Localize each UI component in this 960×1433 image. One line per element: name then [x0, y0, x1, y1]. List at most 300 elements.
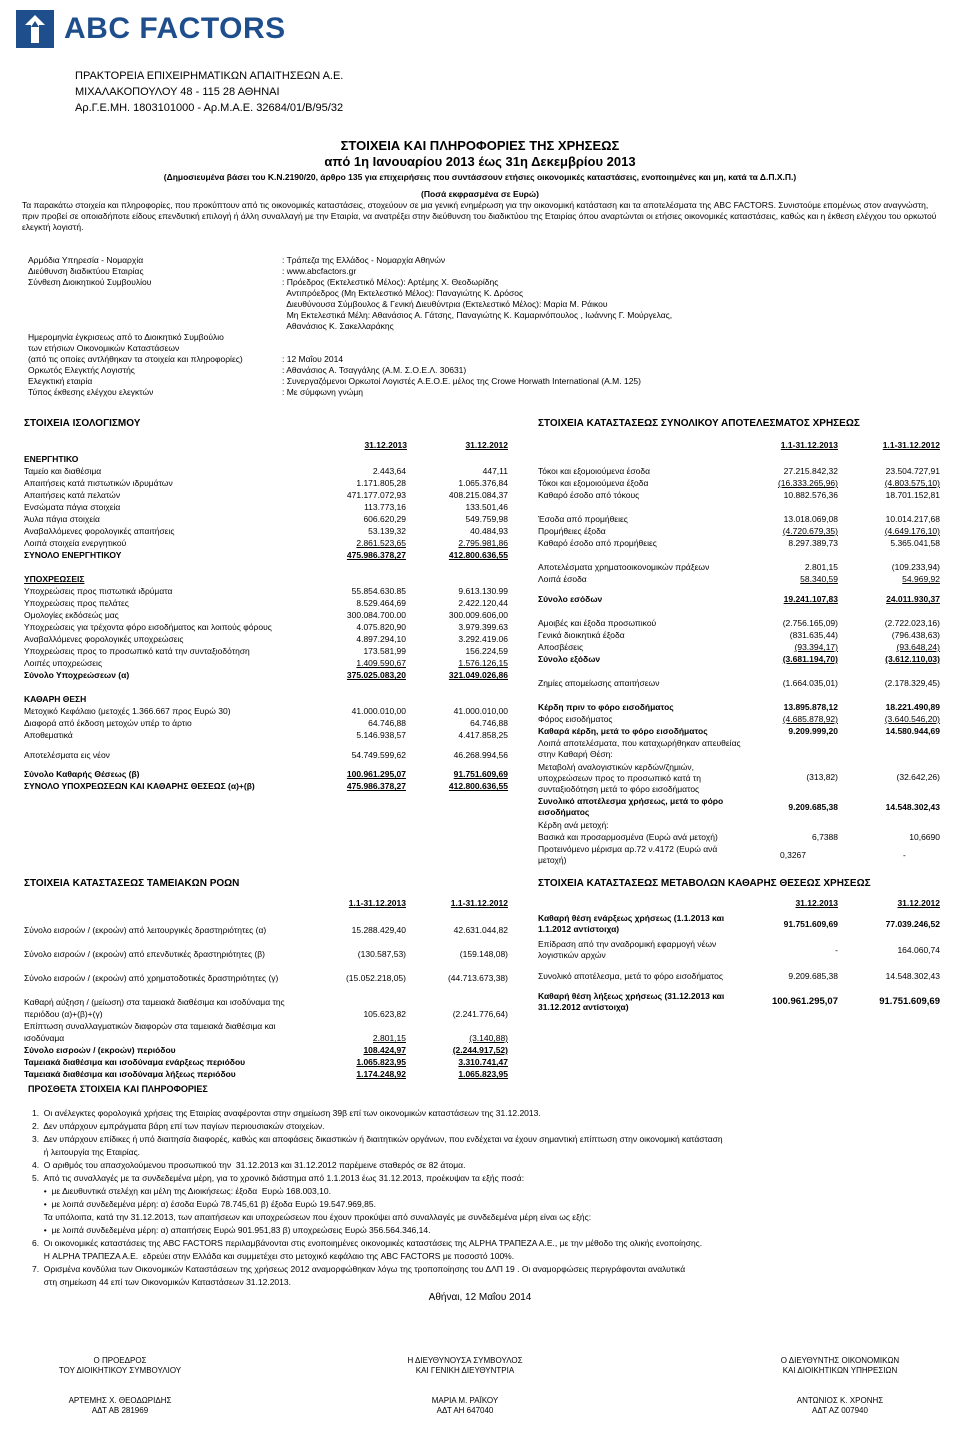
info-row [28, 277, 928, 288]
row-label: Ταμειακά διαθέσιμα και ισοδύναμα ενάρξεως περιόδου [24, 1057, 246, 1067]
row-label: Υποχρεώσεις προς πιστωτικά ιδρύματα [24, 586, 173, 596]
signature-cfo [740, 1356, 940, 1416]
table-row [538, 538, 940, 549]
value-current: 58.340,59 [800, 574, 838, 584]
info-label [28, 321, 282, 332]
table-row [24, 538, 508, 549]
value-current: 19.241.107,83 [783, 594, 838, 604]
value-previous: 2.795.981,86 [458, 538, 508, 548]
signature-name: ΑΝΤΩΝΙΟΣ Κ. ΧΡΟΝΗΣ [796, 1396, 884, 1405]
value-current: (4.685.878,92) [782, 714, 838, 724]
signature-role-2: ΚΑΙ ΔΙΟΙΚΗΤΙΚΩΝ ΥΠΗΡΕΣΙΩΝ [782, 1366, 898, 1375]
oci-heading: Λοιπά αποτελέσματα, που καταχωρήθηκαν απευθείας στην Καθαρή Θέση: [538, 738, 741, 759]
row-label: Αναβαλλόμενες φορολογικές υποχρεώσεις [24, 634, 184, 644]
company-logo [16, 10, 286, 48]
table-row [538, 702, 940, 713]
row-label: ΚΑΘΑΡΗ ΘΕΣΗ [24, 694, 87, 704]
table-row [538, 912, 940, 936]
table-row [538, 618, 940, 629]
value-current: 1.065.823,95 [356, 1057, 406, 1067]
logo-text: ABC FACTORS [64, 12, 286, 46]
value-current: 475.986.378,27 [346, 550, 406, 560]
income-col2-header: 1.1-31.12.2012 [882, 440, 940, 450]
info-label [28, 310, 282, 321]
row-label: ΣΥΝΟΛΟ ΥΠΟΧΡΕΩΣΕΩΝ ΚΑΙ ΚΑΘΑΡΗΣ ΘΕΣΕΩΣ (α)+(β) [24, 781, 255, 791]
table-row [24, 622, 508, 633]
value-previous: (2.241.776,64) [452, 1009, 508, 1019]
table-row [24, 514, 508, 525]
row-label: Γενικά διοικητικά έξοδα [538, 630, 625, 640]
equity-col2-header: 31.12.2012 [897, 898, 940, 908]
row-label: ισοδύναμα [24, 1033, 65, 1043]
table-row [24, 466, 508, 477]
info-row [28, 376, 928, 387]
info-label: Αρμόδια Υπηρεσία - Νομαρχία [28, 255, 144, 265]
signature-id: ΑΔΤ ΑΖ 007940 [812, 1406, 868, 1415]
info-value: : www.abcfactors.gr [282, 266, 357, 276]
document-title: ΣΤΟΙΧΕΙΑ ΚΑΙ ΠΛΗΡΟΦΟΡΙΕΣ ΤΗΣ ΧΡΗΣΕΩΣ [340, 138, 620, 153]
row-label: ΣΥΝΟΛΟ ΕΝΕΡΓΗΤΙΚΟΥ [24, 550, 122, 560]
value-previous: 447,11 [482, 466, 508, 476]
note-line: 4. Ο αριθμός του απασχολούμενου προσωπικού την 31.12.2013 και 31.12.2012 παρέμεινε σταθερός σε 82 άτομα. [32, 1160, 466, 1170]
oci-label: Μεταβολή αναλογιστικών κερδών/ζημιών, υποχρεώσεων προς το προσωπικό κατά τη συνταξιοδότηση μετά το φόρο εισοδήματος [538, 762, 701, 794]
info-label: Ημερομηνία έγκρισεως από το Διοικητικό Συμβούλιο [28, 332, 224, 342]
table-row [24, 730, 508, 741]
row-label: Σύνολο Υποχρεώσεων (α) [24, 670, 130, 680]
info-label: των ετήσιων Οικονομικών Καταστάσεων [28, 343, 180, 353]
value-current: 108.424,97 [363, 1045, 406, 1055]
value-current: 2.861.523,65 [356, 538, 406, 548]
oci-value-2013: (313,82) [806, 772, 838, 782]
signature-id: ΑΔΤ ΑΗ 647040 [436, 1406, 494, 1415]
value-current: (4.720.679,35) [782, 526, 838, 536]
value-previous: 1.065.376,84 [458, 478, 508, 488]
info-label: (από τις οποίες αντλήθηκαν τα στοιχεία και πληροφορίες) [28, 354, 243, 364]
note-line: 2. Δεν υπάρχουν εμπράγματα βάρη επί των παγίων περιουσιακών στοιχείων. [32, 1121, 325, 1131]
value-current: (831.635,44) [789, 630, 838, 640]
row-label: Τόκοι και εξομοιούμενα έσοδα [538, 466, 651, 476]
table-row [24, 478, 508, 489]
info-label: Ελεγκτική εταιρία [28, 376, 93, 386]
value-previous: (2.722.023,16) [884, 618, 940, 628]
table-row [538, 964, 940, 988]
row-label: Καθαρό έσοδο από τόκους [538, 490, 640, 500]
value-previous: 164.060,74 [897, 944, 940, 955]
info-label: Ορκωτός Ελεγκτής Λογιστής [28, 365, 135, 375]
table-row [538, 526, 940, 537]
dividend-2012: - [903, 850, 906, 860]
value-previous: (796.438,63) [891, 630, 940, 640]
value-current: (15.052.218,05) [345, 973, 406, 983]
value-previous: 3.979.399.63 [458, 622, 508, 632]
total-comprehensive-label: Συνολικό αποτέλεσμα χρήσεως, μετά το φόρο εισοδήματος [538, 796, 724, 817]
value-current: 8.529.464,69 [356, 598, 406, 608]
value-previous: (2.178.329,45) [884, 678, 940, 688]
row-label: Κέρδη πριν το φόρο εισοδήματος [538, 702, 674, 712]
value-previous: (109.233,94) [891, 562, 940, 572]
table-row [538, 938, 940, 962]
value-previous: 133.501,46 [465, 502, 508, 512]
row-label: περιόδου (α)+(β)+(γ) [24, 1009, 103, 1019]
table-row [538, 562, 940, 573]
table-row [24, 1045, 508, 1056]
row-label: Αναβαλλόμενες φορολογικές απαιτήσεις [24, 526, 175, 536]
value-previous: 1.576.126,15 [458, 658, 508, 668]
table-row [538, 574, 940, 585]
cashflow-col2-header: 1.1-31.12.2012 [450, 898, 508, 908]
document-titles [0, 138, 960, 199]
value-previous: 1.065.823,95 [458, 1069, 508, 1079]
row-label: Προμήθειες έξοδα [538, 526, 606, 536]
table-row [24, 997, 508, 1008]
row-label: Έσοδα από προμήθειες [538, 514, 628, 524]
info-label: Σύνθεση Διοικητικού Συμβουλίου [28, 277, 152, 287]
value-current: 475.986.378,27 [346, 781, 406, 791]
income-col1-header: 1.1-31.12.2013 [780, 440, 838, 450]
arrow-logo-icon [25, 15, 45, 43]
row-label: Σύνολο εσόδων [538, 594, 603, 604]
value-previous: 54.969,92 [902, 574, 940, 584]
info-value: Μη Εκτελεστικά Μέλη: Αθανάσιος Α. Γάτσης, Παναγιώτης Κ. Καμαρινόπουλος , Ιωάννης Γ. Μούργελας, [282, 310, 673, 320]
signature-name: ΜΑΡΙΑ Μ. ΡΑΪΚΟΥ [431, 1396, 499, 1405]
table-row [538, 654, 940, 665]
value-previous: 46.268.994,56 [453, 750, 508, 760]
row-label: Ομολογίες εκδόσεώς μας [24, 610, 119, 620]
cashflow-title: ΣΤΟΙΧΕΙΑ ΚΑΤΑΣΤΑΣΕΩΣ ΤΑΜΕΙΑΚΩΝ ΡΟΩΝ [24, 878, 240, 889]
value-current: (16.333.265,96) [777, 478, 838, 488]
value-current: 1.171.805,28 [356, 478, 406, 488]
value-previous: 321.049.026,86 [448, 670, 508, 680]
value-current: 64.746,88 [368, 718, 406, 728]
table-row [24, 550, 508, 561]
value-previous: 77.039.246,52 [885, 918, 940, 929]
dividend-label: Προτεινόμενο μέρισμα αρ.72 ν.4172 (Ευρώ ανά μετοχή) [538, 844, 718, 865]
info-row [28, 310, 928, 321]
row-label: Καθαρή θέση λήξεως χρήσεως (31.12.2013 και 31.12.2012 αντίστοιχα) [538, 991, 725, 1012]
table-row [24, 925, 508, 936]
row-label: Απαιτήσεις κατά πελατών [24, 490, 121, 500]
row-label: Υποχρεώσεις προς πελάτες [24, 598, 129, 608]
row-label: ΕΝΕΡΓΗΤΙΚΟ [24, 454, 79, 464]
company-info-table [28, 255, 928, 398]
table-row [538, 714, 940, 725]
note-line: • με Διευθυντικά στελέχη και μέλη της Διοικήσεως: έξοδα Ευρώ 168.003,10. [32, 1186, 331, 1196]
table-row [24, 574, 508, 585]
value-previous: 18.701.152,81 [885, 490, 940, 500]
value-current: 5.146.938,57 [356, 730, 406, 740]
row-label: Καθαρά κέρδη, μετά το φόρο εισοδήματος [538, 726, 708, 736]
value-previous: 412.800.636,55 [448, 550, 508, 560]
table-row [24, 1057, 508, 1068]
value-previous: 3.310.741,47 [458, 1057, 508, 1067]
value-current: 13.895.878,12 [783, 702, 838, 712]
value-previous: 4.417.858,25 [458, 730, 508, 740]
row-label: Σύνολο εισροών / (εκροών) από επενδυτικές δραστηριότητες (β) [24, 949, 265, 959]
table-row [24, 586, 508, 597]
company-details [75, 68, 343, 116]
value-previous: 91.751.609,69 [453, 769, 508, 779]
info-row [28, 365, 928, 376]
row-label: Υποχρεώσεις προς το προσωπικό κατά την συνταξιοδότηση [24, 646, 250, 656]
value-current: 471.177.072,93 [346, 490, 406, 500]
table-row [24, 949, 508, 960]
note-line: 6. Οι οικονομικές καταστάσεις της ABC FACTORS περιλαμβάνονται στις ενοποιημένες οικονομικές καταστάσεις της ALPHA ΤΡΑΠΕΖΑ Α.Ε., με την μέθοδο της ολικής ενοποίησης. [32, 1238, 703, 1248]
table-row [24, 610, 508, 621]
row-label: Σύνολο εισροών / (εκροών) από χρηματοδοτικές δραστηριότητες (γ) [24, 973, 279, 983]
row-label: Σύνολο εισροών / (εκροών) περιόδου [24, 1045, 176, 1055]
value-previous: 14.580.944,69 [885, 726, 940, 736]
table-row [538, 990, 940, 1014]
eps-2012: 10,6690 [909, 832, 940, 842]
value-current: 9.209.685,38 [788, 970, 838, 981]
signature-id: ΑΔΤ ΑΒ 281969 [91, 1406, 149, 1415]
income-title: ΣΤΟΙΧΕΙΑ ΚΑΤΑΣΤΑΣΕΩΣ ΣΥΝΟΛΙΚΟΥ ΑΠΟΤΕΛΕΣΜΑΤΟΣ ΧΡΗΣΕΩΣ [538, 418, 860, 429]
eps-label: Βασικά και προσαρμοσμένα (Ευρώ ανά μετοχή) [538, 832, 718, 842]
signature-role: Ο ΔΙΕΥΘΥΝΤΗΣ ΟΙΚΟΝΟΜΙΚΩΝ [780, 1356, 900, 1365]
table-row [538, 466, 940, 477]
value-previous: 300.009.606,00 [448, 610, 508, 620]
row-label: Υποχρεώσεις για τρέχοντα φόρο εισοδήματος και λοιπούς φόρους [24, 622, 272, 632]
info-label: Τύπος έκθεσης ελέγχου ελεγκτών [28, 387, 154, 397]
row-label: Λοιπά έσοδα [538, 574, 587, 584]
row-label: Αποθεματικά [24, 730, 73, 740]
note-line: Η ALPHA ΤΡΑΠΕΖΑ Α.Ε. εδρεύει στην Ελλάδα και συμμετέχει στο μετοχικό κεφάλαιο της ABC FACTORS με ποσοστό 100%. [32, 1251, 515, 1261]
note-line: • με λοιπά συνδεδεμένα μέρη: α) έσοδα Ευρώ 78.745,61 β) έξοδα Ευρώ 19.547.969,85. [32, 1199, 376, 1209]
note-line: στη σημείωση 44 επί των Οικονομικών Καταστάσεων 31.12.2013. [32, 1277, 291, 1287]
place-date: Αθήναι, 12 Μαΐου 2014 [428, 1292, 532, 1303]
dividend-2013: 0,3267 [780, 850, 806, 860]
value-current: - [835, 944, 838, 955]
table-row [538, 678, 940, 689]
cashflow-col1-header: 1.1-31.12.2013 [348, 898, 406, 908]
value-current: 105.623,82 [363, 1009, 406, 1019]
info-row [28, 354, 928, 365]
value-previous: 40.484,93 [470, 526, 508, 536]
document-basis: (Δημοσιευμένα βάσει του Κ.Ν.2190/20, άρθρο 135 για επιχειρήσεις που συντάσσουν ετήσιες οικονομικές καταστάσεις, ενοποιημένες και μη, κατά τα Δ.Π.Χ.Π.) [163, 172, 797, 182]
value-previous: 10.014.217,68 [885, 514, 940, 524]
info-value: Αθανάσιος Κ. Σακελλαράκης [282, 321, 394, 331]
row-label: Αμοιβές και έξοδα προσωπικού [538, 618, 657, 628]
signature-role-2: ΚΑΙ ΓΕΝΙΚΗ ΔΙΕΥΘΥΝΤΡΙΑ [415, 1366, 515, 1375]
value-previous: 42.631.044,82 [453, 925, 508, 935]
row-label: Σύνολο εισροών / (εκροών) από λειτουργικές δραστηριότητες (α) [24, 925, 267, 935]
value-previous: 18.221.490,89 [885, 702, 940, 712]
value-current: 13.018.069,08 [783, 514, 838, 524]
info-value: : Αθανάσιος Α. Τσαγγάλης (Α.Μ. Σ.Ο.Ε.Λ. 30631) [282, 365, 467, 375]
table-row [24, 454, 508, 465]
value-previous: (44.713.673,38) [447, 973, 508, 983]
note-line: 1. Οι ανέλεγκτες φορολογικά χρήσεις της Εταιρίας αναφέρονται στην σημείωση 39β επί των οικονομικών καταστάσεων της 31.12.2013. [32, 1108, 541, 1118]
value-previous: 14.548.302,43 [885, 970, 940, 981]
value-previous: (93.648,24) [896, 642, 940, 652]
note-line: Τα υπόλοιπα, κατά την 31.12.2013, των απαιτήσεων και υποχρεώσεων που έχουν προκύψει από συναλλαγές με συνδεδεμένα μέρη είναι ως εξής: [32, 1212, 592, 1222]
value-current: 10.882.576,36 [783, 490, 838, 500]
table-row [538, 630, 940, 641]
value-previous: 412.800.636,55 [448, 781, 508, 791]
value-previous: (4.649.176,10) [884, 526, 940, 536]
row-label: Φόρος εισοδήματος [538, 714, 613, 724]
info-value: Αντιπρόεδρος (Μη Εκτελεστικό Μέλος): Παναγιώτης Κ. Δρόσος [282, 288, 524, 298]
value-current: 375.025.083,20 [346, 670, 406, 680]
company-address: ΜΙΧΑΛΑΚΟΠΟΥΛΟΥ 48 - 115 28 ΑΘΗΝΑΙ [75, 86, 280, 98]
row-label: Ταμειακά διαθέσιμα και ισοδύναμα λήξεως περιόδου [24, 1069, 236, 1079]
row-label: Μετοχικό Κεφάλαιο (μετοχές 1.366.667 προς Ευρώ 30) [24, 706, 231, 716]
info-label [28, 288, 282, 299]
value-current: 173.581,99 [363, 646, 406, 656]
total-comprehensive-2013: 9.209.685,38 [788, 802, 838, 812]
table-row [24, 769, 508, 780]
value-previous: (2.244.917,52) [452, 1045, 508, 1055]
value-current: (130.587,53) [357, 949, 406, 959]
balance-col1-header: 31.12.2013 [364, 440, 407, 450]
value-current: 300.084.700.00 [346, 610, 406, 620]
row-label: Καθαρή θέση ενάρξεως χρήσεως (1.1.2013 και 1.1.2012 αντίστοιχα) [538, 913, 725, 934]
value-previous: 2.422.120,44 [458, 598, 508, 608]
signature-ceo [365, 1356, 565, 1416]
value-previous: 156.224,59 [465, 646, 508, 656]
info-row [28, 387, 928, 398]
table-row [538, 594, 940, 605]
intro-paragraph: Τα παρακάτω στοιχεία και πληροφορίες, που προκύπτουν από τις οικονομικές καταστάσεις, στοχεύουν σε μια γενική ενημέρωση για την οικονομική κατάσταση και τα αποτελέσματα της ABC FACTORS. Συνιστούμε επομένως στον αναγνώστη, πριν προβεί σε οποιαδήποτε είδους επενδυτική επιλογή ή άλλη συναλλαγή με την Εταιρία, να ανατρέξει στην διεύθυνση του διαδικτύου της Εταιρίας όπου αναρτώνται οι ετήσιες οικονομικές καταστάσεις, καθώς και η έκθεση ελέγχου του ορκωτού ελεγκτή λογιστή. [22, 200, 937, 232]
table-row [24, 750, 508, 761]
company-registry: Αρ.Γ.Ε.ΜΗ. 1803101000 - Αρ.Μ.Α.Ε. 32684/01/Β/95/32 [75, 102, 344, 114]
value-current: 4.897.294,10 [356, 634, 406, 644]
note-line: • με λοιπά συνδεδεμένα μέρη: α) απαιτήσεις Ευρώ 901.951,83 β) υποχρεώσεις Ευρώ 356.564.346,14. [32, 1225, 431, 1235]
info-row [28, 332, 928, 343]
value-current: 1.409.590,67 [356, 658, 406, 668]
note-line: 5. Από τις συναλλαγές με τα συνδεδεμένα μέρη, για το χρονικό διάστημα από 1.1.2013 έως 31.12.2013, προέκυψαν τα εξής ποσά: [32, 1173, 525, 1183]
note-line: 7. Ορισμένα κονδύλια των Οικονομικών Καταστάσεων της χρήσεως 2012 αναμορφώθηκαν λόγω της τροποποίησης του ΔΛΠ 19 . Οι αναμορφώσεις περιγράφονται αναλυτικά [32, 1264, 686, 1274]
table-row [24, 502, 508, 513]
equity-col1-header: 31.12.2013 [795, 898, 838, 908]
value-previous: 5.365.041,58 [890, 538, 940, 548]
value-current: 27.215.842,32 [783, 466, 838, 476]
row-label: Αποτελέσματα χρηματοοικονομικών πράξεων [538, 562, 710, 572]
note-line: ή λειτουργία της Εταιρίας. [32, 1147, 141, 1157]
row-label: Λοιπές υποχρεώσεις [24, 658, 103, 668]
value-current: 4.075.820,90 [356, 622, 406, 632]
info-row [28, 266, 928, 277]
table-row [24, 1009, 508, 1020]
abc-logo-icon [16, 10, 54, 48]
value-previous: 64.746,88 [470, 718, 508, 728]
row-label: Επίδραση από την αναδρομική εφαρμογή νέων λογιστικών αρχών [538, 939, 717, 960]
info-row [28, 255, 928, 266]
row-label: Ενσώματα πάγια στοιχεία [24, 502, 121, 512]
company-name: ΠΡΑΚΤΟΡΕΙΑ ΕΠΙΧΕΙΡΗΜΑΤΙΚΩΝ ΑΠΑΙΤΗΣΕΩΝ Α.Ε. [75, 70, 344, 82]
row-label: Σύνολο εξόδων [538, 654, 601, 664]
row-label: Αποσβέσεις [538, 642, 584, 652]
value-current: (1.664.035,01) [782, 678, 838, 688]
value-current: 53.139,32 [368, 526, 406, 536]
row-label: Διαφορά από έκδοση μετοχών υπέρ το άρτιο [24, 718, 192, 728]
value-current: 100.961.295,07 [771, 996, 838, 1008]
table-row [538, 726, 940, 737]
value-previous: 41.000.010,00 [453, 706, 508, 716]
table-row [538, 478, 940, 489]
note-line: 3. Δεν υπάρχουν επίδικες ή υπό διαιτησία διαφορές, καθώς και αποφάσεις δικαστικών ή διαιτητικών οργάνων, που ενδέχεται να έχουν σημαντική επίπτωση στην οικονομική κατάσταση [32, 1134, 723, 1144]
table-row [538, 514, 940, 525]
row-label: Καθαρή αύξηση / (μείωση) στα ταμειακά διαθέσιμα και ισοδύναμα της [24, 997, 285, 1007]
value-previous: 549.759,98 [465, 514, 508, 524]
table-row [24, 973, 508, 984]
value-previous: (159.148,08) [459, 949, 508, 959]
table-row [538, 490, 940, 501]
row-label: Αποτελέσματα εις νέον [24, 750, 110, 760]
info-label: Διεύθυνση διαδικτύου Εταιρίας [28, 266, 144, 276]
eps-heading: Κέρδη ανά μετοχή: [538, 820, 609, 830]
row-label: Συνολικό αποτέλεσμα, μετά το φόρο εισοδήματος [538, 970, 723, 981]
value-current: 91.751.609,69 [783, 918, 838, 929]
info-row [28, 343, 928, 354]
document-period: από 1η Ιανουαρίου 2013 έως 31η Δεκεμβρίου 2013 [324, 154, 636, 169]
info-value: : 12 Μαΐου 2014 [282, 354, 344, 364]
value-current: (93.394,17) [794, 642, 838, 652]
table-row [24, 658, 508, 669]
table-row [24, 1021, 508, 1032]
row-label: Καθαρό έσοδο από προμήθειες [538, 538, 657, 548]
value-previous: 24.011.930,37 [886, 594, 940, 604]
info-row [28, 321, 928, 332]
info-value [282, 332, 928, 343]
notes-list [32, 1107, 942, 1289]
info-value: : Τράπεζα της Ελλάδος - Νομαρχία Αθηνών [282, 255, 446, 265]
table-row [24, 1069, 508, 1080]
table-row [24, 490, 508, 501]
value-previous: (3.640.546,20) [884, 714, 940, 724]
table-row [24, 1033, 508, 1044]
value-current: 606.620,29 [363, 514, 406, 524]
currency-note: (Ποσά εκφρασμένα σε Ευρώ) [421, 188, 539, 199]
info-value: : Με σύμφωνη γνώμη [282, 387, 363, 397]
table-row [24, 598, 508, 609]
signature-role: Η ΔΙΕΥΘΥΝΟΥΣΑ ΣΥΜΒΟΥΛΟΣ [407, 1356, 523, 1365]
value-previous: (3.612.110,03) [885, 654, 940, 664]
value-current: 8.297.389,73 [788, 538, 838, 548]
value-current: (3.681.194,70) [782, 654, 838, 664]
value-previous: 9.613.130.99 [458, 586, 508, 596]
equity-title: ΣΤΟΙΧΕΙΑ ΚΑΤΑΣΤΑΣΕΩΣ ΜΕΤΑΒΟΛΩΝ ΚΑΘΑΡΗΣ ΘΕΣΕΩΣ ΧΡΗΣΕΩΣ [538, 878, 871, 889]
total-comprehensive-2012: 14.548.302,43 [885, 802, 940, 812]
balance-col2-header: 31.12.2012 [465, 440, 508, 450]
table-row [24, 781, 508, 792]
info-row [28, 288, 928, 299]
info-value: : Συνεργαζόμενοι Ορκωτοί Λογιστές Α.Ε.Ο.Ε. μέλος της Crowe Horwath International (Α.Μ. 125) [282, 376, 641, 386]
row-label: Ταμείο και διαθέσιμα [24, 466, 102, 476]
table-row [24, 706, 508, 717]
info-label [28, 299, 282, 310]
info-value [282, 343, 928, 354]
table-row [24, 646, 508, 657]
table-row [24, 634, 508, 645]
notes-title: ΠΡΟΣΘΕΤΑ ΣΤΟΙΧΕΙΑ ΚΑΙ ΠΛΗΡΟΦΟΡΙΕΣ [28, 1084, 208, 1094]
row-label: ΥΠΟΧΡΕΩΣΕΙΣ [24, 574, 85, 584]
info-row [28, 299, 928, 310]
table-row [24, 694, 508, 705]
value-current: 113.773,16 [364, 502, 406, 512]
value-current: 100.961.295,07 [346, 769, 406, 779]
oci-value-2012: (32.642,26) [896, 772, 940, 782]
value-previous: (3.140,88) [469, 1033, 508, 1043]
signature-role: Ο ΠΡΟΕΔΡΟΣ [93, 1356, 147, 1365]
signature-name: ΑΡΤΕΜΗΣ Χ. ΘΕΟΔΩΡΙΔΗΣ [68, 1396, 172, 1405]
value-current: 2.801,15 [804, 562, 838, 572]
row-label: Λοιπά στοιχεία ενεργητικού [24, 538, 127, 548]
value-previous: 91.751.609,69 [879, 996, 940, 1008]
table-row [538, 642, 940, 653]
value-previous: 3.292.419.06 [458, 634, 508, 644]
signature-president [20, 1356, 220, 1416]
